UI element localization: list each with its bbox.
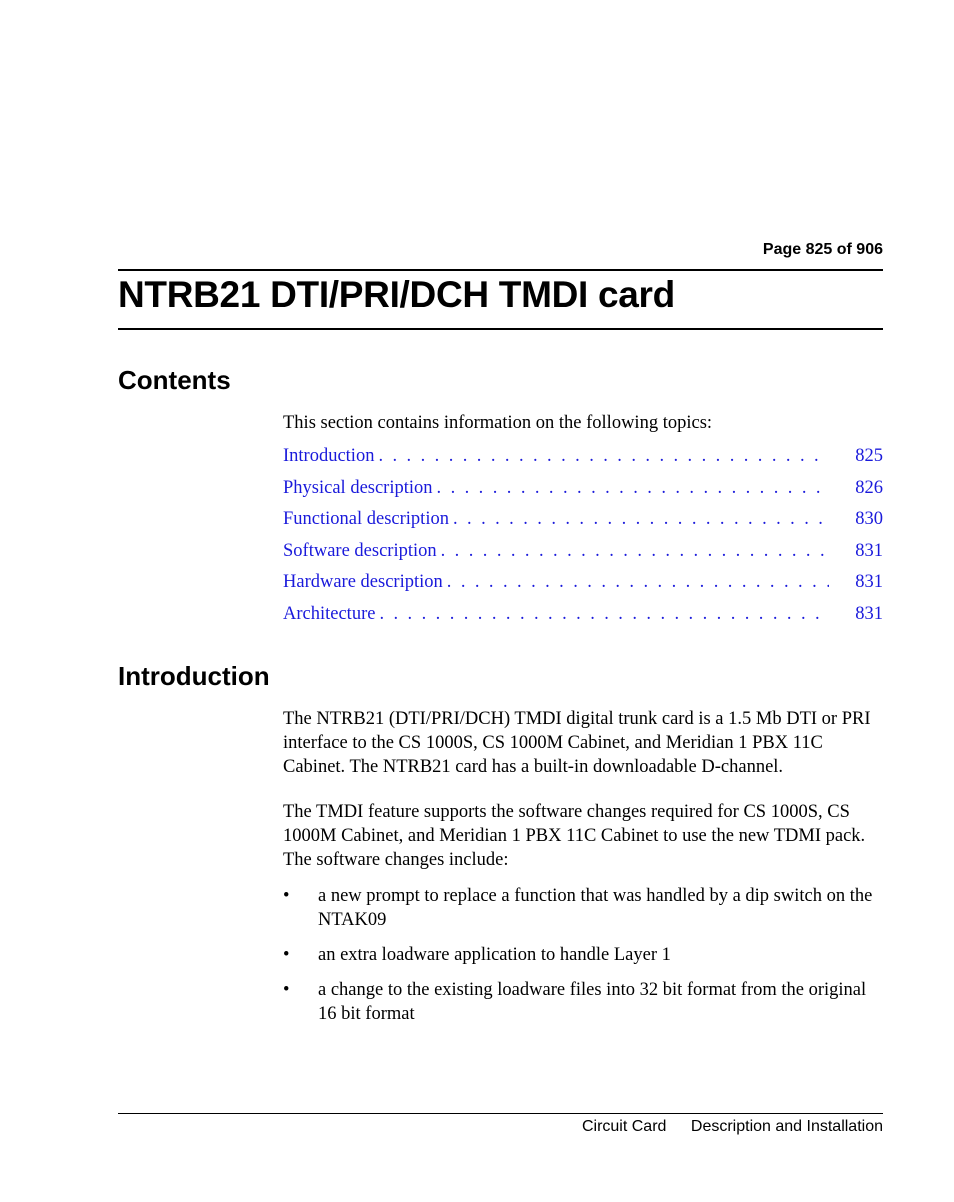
toc-leader bbox=[379, 604, 829, 625]
footer-rule bbox=[118, 1113, 883, 1114]
toc-item-software-description[interactable] bbox=[283, 541, 883, 573]
introduction-heading: Introduction bbox=[118, 661, 270, 691]
toc-leader bbox=[447, 572, 829, 593]
toc-page[interactable]: 831 bbox=[855, 540, 883, 561]
toc-link[interactable]: Software description bbox=[283, 540, 437, 561]
chapter-title: NTRB21 DTI/PRI/DCH TMDI card bbox=[118, 274, 675, 315]
footer-book-subtitle: Description and Installation bbox=[690, 1118, 883, 1135]
introduction-paragraph-2: The TMDI feature supports the software changes required for CS 1000S, CS 1000M Cabinet, and Meridian 1 PBX 11C Cabinet to use the new TDMI pack. The software changes include: bbox=[283, 802, 866, 870]
toc-list bbox=[283, 446, 883, 635]
toc-item-functional-description[interactable] bbox=[283, 509, 883, 541]
list-item bbox=[283, 884, 883, 932]
list-item-text: an extra loadware application to handle Layer 1 bbox=[318, 945, 671, 965]
list-item bbox=[283, 978, 883, 1026]
toc-link[interactable]: Functional description bbox=[283, 509, 449, 529]
toc-item-physical-description[interactable] bbox=[283, 478, 883, 510]
footer bbox=[562, 1118, 883, 1136]
list-item-text: a new prompt to replace a function that was handled by a dip switch on the NTAK09 bbox=[318, 886, 873, 930]
footer-book-title: Circuit Card bbox=[581, 1118, 667, 1135]
bullet-icon: • bbox=[283, 886, 290, 906]
software-changes-list bbox=[283, 884, 883, 1037]
toc-link[interactable]: Hardware description bbox=[283, 572, 443, 592]
contents-heading: Contents bbox=[118, 365, 231, 395]
toc-leader bbox=[441, 541, 829, 562]
toc-item-architecture[interactable] bbox=[283, 604, 883, 636]
contents-intro: This section contains information on the following topics: bbox=[283, 413, 713, 433]
introduction-paragraph-1: The NTRB21 (DTI/PRI/DCH) TMDI digital trunk card is a 1.5 Mb DTI or PRI interface to the CS 1000S, CS 1000M Cabinet, and Meridian 1 PBX 11C Cabinet. The NTRB21 card has a built-in downloadable D-channel. bbox=[283, 709, 871, 777]
toc-page[interactable]: 831 bbox=[855, 572, 883, 592]
toc-item-hardware-description[interactable] bbox=[283, 572, 883, 604]
toc-link[interactable]: Physical description bbox=[283, 477, 433, 498]
bullet-icon: • bbox=[283, 945, 290, 965]
list-item-text: a change to the existing loadware files into 32 bit format from the original 16 bit format bbox=[318, 980, 867, 1024]
toc-leader bbox=[378, 446, 829, 467]
toc-leader bbox=[453, 509, 829, 530]
toc-item-introduction[interactable] bbox=[283, 446, 883, 478]
toc-leader bbox=[437, 478, 829, 499]
bullet-icon: • bbox=[283, 980, 290, 1000]
page-number: Page 825 of 906 bbox=[762, 241, 883, 258]
list-item bbox=[283, 943, 883, 967]
toc-link[interactable]: Architecture bbox=[283, 603, 376, 624]
toc-link[interactable]: Introduction bbox=[283, 446, 375, 466]
toc-page[interactable]: 830 bbox=[855, 509, 883, 529]
title-top-rule bbox=[118, 269, 883, 271]
toc-page[interactable]: 831 bbox=[855, 603, 883, 624]
title-bottom-rule bbox=[118, 328, 883, 330]
toc-page[interactable]: 825 bbox=[855, 446, 883, 466]
toc-page[interactable]: 826 bbox=[855, 477, 883, 498]
